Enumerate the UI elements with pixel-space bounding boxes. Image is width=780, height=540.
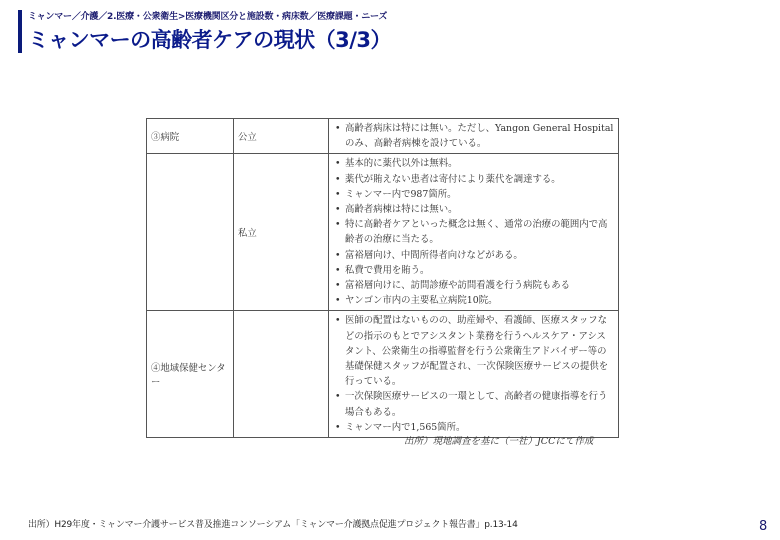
facility-cell <box>147 154 234 311</box>
breadcrumb: ミャンマー／介護／2.医療・公衆衛生>医療機関区分と施設数・病床数／医療課題・ニーズ <box>28 12 388 22</box>
description-item: • 富裕層向け、中間所得者向けなどがある。 <box>335 248 614 263</box>
description-item: • 富裕層向けに、訪問診療や訪問看護を行う病院もある <box>335 278 614 293</box>
description-item: • 基本的に薬代以外は無料。 <box>335 156 614 171</box>
facility-cell: ④地域保健センター <box>147 311 234 438</box>
description-item: • ヤンゴン市内の主要私立病院10院。 <box>335 293 614 308</box>
title-accent-bar <box>18 10 22 53</box>
description-item: • ミャンマー内で987箇所。 <box>335 187 614 202</box>
description-item: • ミャンマー内で1,565箇所。 <box>335 420 614 435</box>
description-cell <box>329 311 619 438</box>
description-list <box>335 156 614 308</box>
description-item: • 薬代が賄えない患者は寄付により薬代を調達する。 <box>335 172 614 187</box>
description-cell <box>329 154 619 311</box>
table-row-private-hospital <box>147 154 619 311</box>
facility-cell: ③病院 <box>147 119 234 154</box>
description-item: • 医師の配置はないものの、助産婦や、看護師、医療スタッフなどの指示のもとでアシスタント業務を行うヘルスケア・アシスタント、公衆衛生の指導監督を行う公衆衛生アドバイザー等の基礎保健スタッフが配置され、一次保険医療サービスの提供を行っている。 <box>335 313 614 389</box>
ownership-cell: 公立 <box>234 119 329 154</box>
description-list <box>335 313 614 435</box>
footer-source: 出所）H29年度・ミャンマー介護サービス普及推進コンソーシアム「ミャンマー介護拠点促進プロジェクト報告書」p.13-14 <box>28 520 518 530</box>
ownership-cell <box>234 311 329 438</box>
page-title: ミャンマーの高齢者ケアの現状（3/3） <box>28 28 391 52</box>
description-item: • 一次保険医療サービスの一環として、高齢者の健康指導を行う場合もある。 <box>335 389 614 419</box>
ownership-cell: 私立 <box>234 154 329 311</box>
table-row-public-hospital <box>147 119 619 154</box>
description-item: • 高齢者病棟は特には無い。 <box>335 202 614 217</box>
description-list <box>335 121 614 151</box>
description-item: • 高齢者病床は特には無い。ただし、Yangon General Hospitalのみ、高齢者病棟を設けている。 <box>335 121 614 151</box>
description-item: • 私費で費用を賄う。 <box>335 263 614 278</box>
table-row-community-health-center <box>147 311 619 438</box>
description-item: • 特に高齢者ケアといった概念は無く、通常の治療の範囲内で高齢者の治療に当たる。 <box>335 217 614 247</box>
table-source-note: 出所）現地調査を基に（一社）JCCにて作成 <box>404 436 594 447</box>
description-cell <box>329 119 619 154</box>
page-number: 8 <box>759 519 768 534</box>
elderly-care-facility-table <box>146 118 619 438</box>
